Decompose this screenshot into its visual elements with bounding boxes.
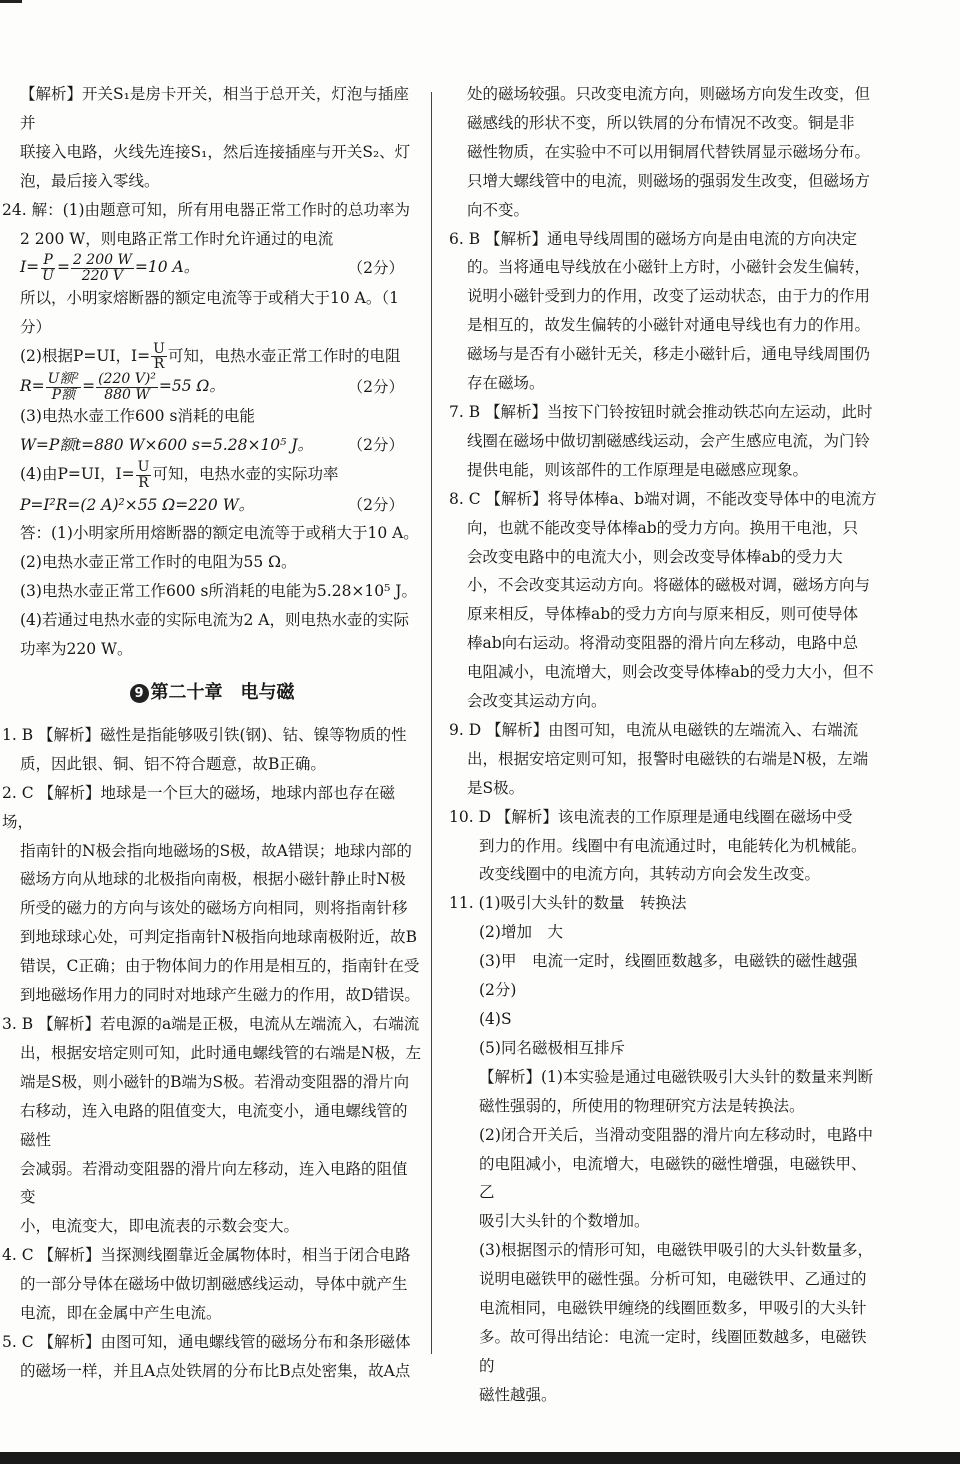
q3-line: 出，根据安培定则可知，此时通电螺线管的右端是N极，左 [20,1043,422,1062]
fraction: $\frac{U}{R}$ [137,459,150,491]
q1-line: 1. B 【解析】磁性是指能够吸引铁(钢)、钴、镍等物质的性 [2,725,407,744]
q11-line: (4)S [479,1010,512,1028]
q23-analysis-line: 泡，最后接入零线。 [20,171,160,190]
q11-analysis-line: (3)根据图示的情形可知，电磁铁甲吸引的大头针数量多， [479,1241,873,1260]
score-label: （2分） [347,377,404,396]
q11-analysis-line: 磁性强弱的，所使用的物理研究方法是转换法。 [479,1096,805,1115]
top-edge-mark [0,0,22,3]
q5-line: 磁感线的形状不变，所以铁屑的分布情况不改变。铜是非 [467,113,855,132]
q11-line: 11. (1)吸引大头针的数量 转换法 [449,894,687,913]
q11-line: (2分) [479,981,517,1000]
q11-analysis-line: (2)闭合开关后，当滑动变阻器的滑片向左移动时，电路中 [479,1125,873,1144]
q10-line: 改变线圈中的电流方向，其转动方向会发生改变。 [479,865,821,884]
chapter-heading [2,679,422,708]
fraction: $\frac{U}{R}$ [153,340,165,373]
q24-formula-power: P=I²R=(2 A)²×55 Ω=220 W。 （2分） [2,491,422,520]
q2-line: 所受的磁力的方向与该处的磁场方向相同，则将指南针移 [20,899,408,918]
q3-line: 右移动，连入电路的阻值变大，电流变小，通电螺线管的磁性 [20,1101,408,1149]
q23-analysis-line: 联接入电路，火线先连接S₁，然后连接插座与开关S₂、灯 [20,142,411,161]
q24-line: (3)电热水壶工作600 s消耗的电能 [20,407,255,426]
q2-line: 到地球球心处，可判定指南针N极指向地球南极附近，故B [20,928,417,947]
q3-line: 3. B 【解析】若电源的a端是正极，电流从左端流入，右端流 [2,1014,420,1033]
score-label: （2分） [347,259,404,278]
q11-analysis-line: 说明电磁铁甲的磁性强。分析可知，电磁铁甲、乙通过的 [479,1270,867,1289]
q3-line: 端是S极，则小磁针的B端为S极。若滑动变阻器的滑片向 [20,1072,410,1091]
right-column [449,80,881,1410]
q2-line: 磁场方向从地球的北极指向南极，根据小磁针静止时N极 [20,870,406,889]
q24-line: (4)由P=UI，I= $\frac{U}{R}$ 可知，电热水壶的实际功率 [20,459,339,491]
q11-line: (5)同名磁极相互排斥 [479,1038,625,1057]
q9-line: 是S极。 [467,778,525,797]
answer-line: (3)电热水壶正常工作600 s所消耗的电能为5.28×10⁵ J。 [20,582,417,601]
fraction: $\frac{2 200 W}{220 V}$ [72,252,132,285]
q11-analysis-line: 电流相同，电磁铁甲缠绕的线圈匝数多，甲吸引的大头针 [479,1299,867,1318]
answer-line: (2)电热水壶正常工作时的电阻为55 Ω。 [20,553,297,572]
q9-line: 出，根据安培定则可知，报警时电磁铁的右端是N极，左端 [467,749,869,768]
q11-analysis-line: 多。故可得出结论：电流一定时，线圈匝数越多，电磁铁的 [479,1327,867,1375]
q7-line: 线圈在磁场中做切割磁感线运动，会产生感应电流，为门铃 [467,431,871,450]
q11-analysis-line: 的电阻减小，电流增大，电磁铁的磁性增强，电磁铁甲、乙 [479,1154,867,1202]
score-label: （2分） [347,495,404,514]
q6-line: 磁场与是否有小磁针无关，移走小磁针后，通电导线周围仍 [467,345,871,364]
q24-formula-energy: W=P额t=880 W×600 s=5.28×10⁵ J。 （2分） [2,431,422,460]
q9-line: 9. D 【解析】由图可知，电流从电磁铁的左端流入、右端流 [449,720,859,739]
bottom-edge-shadow [0,1452,960,1464]
q24-line: 所以，小明家熔断器的额定电流等于或稍大于10 A。（1分） [20,288,399,336]
q24-formula-resistance: R= $\frac{\text{U额²}}{\text{P额}}$ = $\frac{\text{(220 V)²}}{880 W}$ =55 Ω。 （2分） [2,372,422,402]
q8-line: 8. C 【解析】将导体棒a、b端对调，不能改变导体中的电流方 [449,489,877,508]
q6-line: 存在磁场。 [467,374,545,393]
q8-line: 棒ab向右运动。将滑动变阻器的滑片向左移动，电路中总 [467,634,859,653]
q3-line: 小，电流变大，即电流表的示数会变大。 [20,1217,300,1236]
q6-line: 是相互的，故发生偏转的小磁针对通电导线也有力的作用。 [467,316,871,335]
q8-line: 向，也就不能改变导体棒ab的受力方向。换用干电池，只 [467,518,859,537]
q8-line: 小，不会改变其运动方向。将磁体的磁极对调，磁场方向与 [467,576,871,595]
column-divider [431,92,432,1354]
q2-line: 指南针的N极会指向地磁场的S极，故A错误；地球内部的 [20,841,412,860]
fraction: $\frac{P}{U}$ [42,252,54,285]
q24-formula-current: I= $\frac{P}{U}$ = $\frac{2 200 W}{220 V}$ =10 A。 （2分） [2,253,422,283]
answer-line: (4)若通过电热水壶的实际电流为2 A，则电热水壶的实际 [20,611,409,630]
q8-line: 会改变其运动方向。 [467,692,607,711]
q2-line: 到地磁场作用力的同时对地球产生磁力的作用，故D错误。 [20,986,420,1005]
fraction: $\frac{\text{(220 V)²}}{880 W}$ [98,371,156,403]
left-column [2,80,422,1386]
q7-line: 7. B 【解析】当按下门铃按钮时就会推动铁芯向左运动，此时 [449,402,873,421]
q8-line: 原来相反，导体棒ab的受力方向与原来相反，则可使导体 [467,605,859,624]
q11-analysis-line: 【解析】(1)本实验是通过电磁铁吸引大头针的数量来判断 [479,1067,873,1086]
q1-line: 质，因此银、铜、铝不符合题意，故B正确。 [20,754,326,773]
q8-line: 会改变电路中的电流大小，则会改变导体棒ab的受力大 [467,547,843,566]
q6-line: 的。当将通电导线放在小磁针上方时，小磁针会发生偏转， [467,258,871,277]
q4-line: 的一部分导体在磁场中做切割磁感线运动，导体中就产生 [20,1275,408,1294]
q5-line: 磁性物质，在实验中不可以用铜屑代替铁屑显示磁场分布。 [467,142,871,161]
q5-line: 5. C 【解析】由图可知，通电螺线管的磁场分布和条形磁体 [2,1332,411,1351]
q8-line: 电阻减小，电流增大，则会改变导体棒ab的受力大小，但不 [467,663,874,682]
q4-line: 4. C 【解析】当探测线圈靠近金属物体时，相当于闭合电路 [2,1246,411,1265]
q4-line: 电流，即在金属中产生电流。 [20,1304,222,1323]
answer-line: 功率为220 W。 [20,640,133,659]
q5-line: 向不变。 [467,200,530,219]
chapter-number-badge: 9 [130,684,149,703]
answer-line: 答：(1)小明家所用熔断器的额定电流等于或稍大于10 A。 [20,524,419,543]
q7-line: 提供电能，则该部件的工作原理是电磁感应现象。 [467,460,809,479]
q24-heading: 24. 解：(1)由题意可知，所有用电器正常工作时的总功率为 [2,200,411,219]
q24-line: 2 200 W，则电路正常工作时允许通过的电流 [20,229,334,248]
q11-line: (3)甲 电流一定时，线圈匝数越多，电磁铁的磁性越强 [479,952,858,971]
fraction: $\frac{\text{U额²}}{\text{P额}}$ [47,371,80,403]
q2-line: 错误，C正确；由于物体间力的作用是相互的，指南针在受 [20,957,420,976]
q5-line: 处的磁场较强。只改变电流方向，则磁场方向发生改变，但 [467,85,871,103]
q6-line: 说明小磁针受到力的作用，改变了运动状态，由于力的作用 [467,287,871,306]
q5-line: 的磁场一样，并且A点处铁屑的分布比B点处密集，故A点 [20,1361,411,1380]
q11-analysis-line: 磁性越强。 [479,1385,557,1404]
q23-analysis-line: 【解析】开关S₁是房卡开关，相当于总开关，灯泡与插座并 [20,85,409,132]
q6-line: 6. B 【解析】通电导线周围的磁场方向是由电流的方向决定 [449,229,858,248]
q11-line: (2)增加 大 [479,923,563,942]
q10-line: 10. D 【解析】该电流表的工作原理是通电线圈在磁场中受 [449,807,853,826]
q11-analysis-line: 吸引大头针的个数增加。 [479,1212,650,1231]
q5-line: 只增大螺线管中的电流，则磁场的强弱发生改变，但磁场方 [467,171,871,190]
chapter-title: 第二十章 电与磁 [150,682,295,703]
q2-line: 2. C 【解析】地球是一个巨大的磁场，地球内部也存在磁场， [2,783,396,831]
score-label: （2分） [347,436,404,455]
q24-line: (2)根据P=UI，I= $\frac{U}{R}$ 可知，电热水壶正常工作时的电阻 [20,340,401,373]
q10-line: 到力的作用。线圈中有电流通过时，电能转化为机械能。 [479,836,867,855]
q3-line: 会减弱。若滑动变阻器的滑片向左移动，连入电路的阻值变 [20,1159,408,1207]
